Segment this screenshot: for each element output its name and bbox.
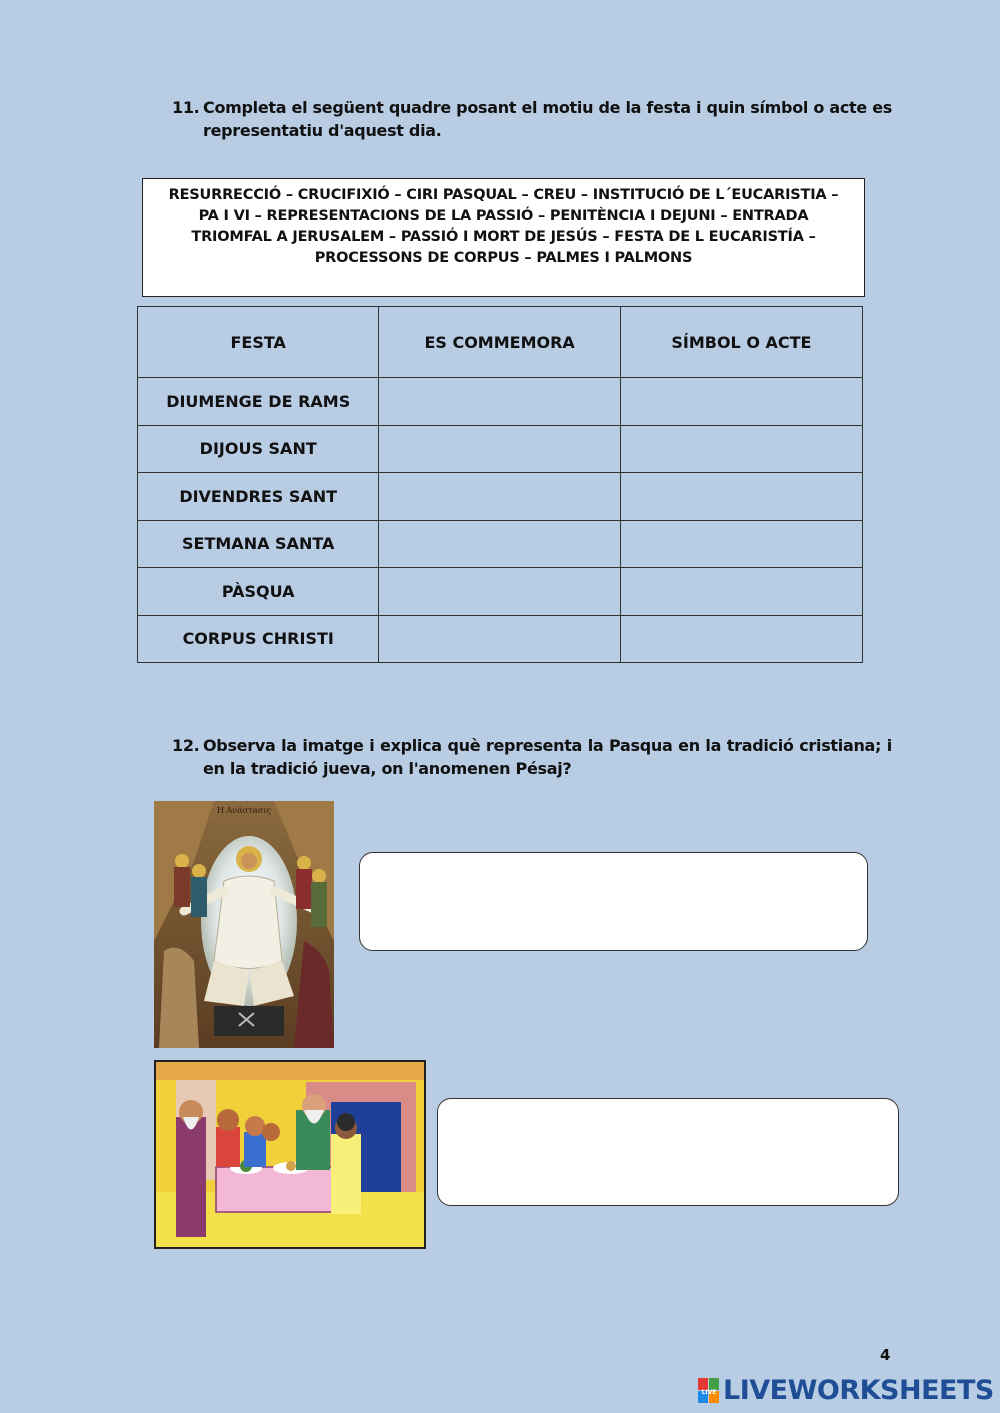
festes-table	[137, 306, 863, 663]
festa-cell: PÀSQUA	[138, 568, 379, 616]
simbol-input-cell[interactable]	[620, 568, 862, 616]
simbol-input-cell[interactable]	[620, 473, 862, 521]
table-row	[138, 473, 863, 521]
header-simbol-acte: SÍMBOL O ACTE	[620, 307, 862, 378]
table-header-row	[138, 307, 863, 378]
word-bank: RESURRECCIÓ – CRUCIFIXIÓ – CIRI PASQUAL – CREU – INSTITUCIÓ DE L´EUCARISTIA – PA I VI – REPRESENTACIONS DE LA PASSIÓ – PENITÈNCIA I DEJUNI – ENTRADA TRIOMFAL A JERUSALEM – PASSIÓ I MORT DE JESÚS – FESTA DE L EUCARISTÍA – PROCESSONS DE CORPUS – PALMES I PALMONS	[142, 178, 865, 297]
question-11	[172, 96, 892, 142]
simbol-input-cell[interactable]	[620, 378, 862, 426]
table-row	[138, 520, 863, 568]
passover-meal-image	[154, 1060, 426, 1249]
liveworksheets-brand	[698, 1375, 994, 1406]
table-row	[138, 568, 863, 616]
table-row	[138, 425, 863, 473]
commemora-input-cell[interactable]	[379, 473, 620, 521]
commemora-input-cell[interactable]	[379, 520, 620, 568]
table-row	[138, 615, 863, 663]
table-row	[138, 378, 863, 426]
festa-cell: SETMANA SANTA	[138, 520, 379, 568]
resurrection-icon-image	[154, 801, 334, 1048]
festa-cell: DIVENDRES SANT	[138, 473, 379, 521]
header-festa: FESTA	[138, 307, 379, 378]
festa-cell: DIUMENGE DE RAMS	[138, 378, 379, 426]
commemora-input-cell[interactable]	[379, 378, 620, 426]
logo-letters: LIVE	[701, 1388, 717, 1396]
simbol-input-cell[interactable]	[620, 425, 862, 473]
simbol-input-cell[interactable]	[620, 520, 862, 568]
commemora-input-cell[interactable]	[379, 568, 620, 616]
answer-box-jewish[interactable]	[437, 1098, 899, 1206]
festa-cell: DIJOUS SANT	[138, 425, 379, 473]
header-es-commemora: ES COMMEMORA	[379, 307, 620, 378]
festa-cell: CORPUS CHRISTI	[138, 615, 379, 663]
question-number: 12.	[172, 736, 200, 755]
question-text: Completa el següent quadre posant el motiu de la festa i quin símbol o acte es representatiu d'aquest dia.	[203, 98, 892, 140]
question-number: 11.	[172, 98, 200, 117]
image-caption: Η Ανάστασις	[217, 806, 271, 815]
question-12	[172, 734, 892, 780]
commemora-input-cell[interactable]	[379, 615, 620, 663]
page-number: 4	[880, 1346, 891, 1364]
question-text: Observa la imatge i explica què representa la Pasqua en la tradició cristiana; i en la tradició jueva, on l'anomenen Pésaj?	[203, 736, 892, 778]
brand-text: LIVEWORKSHEETS	[723, 1375, 994, 1406]
answer-box-christian[interactable]	[359, 852, 868, 951]
liveworksheets-logo-icon	[698, 1378, 720, 1404]
commemora-input-cell[interactable]	[379, 425, 620, 473]
simbol-input-cell[interactable]	[620, 615, 862, 663]
